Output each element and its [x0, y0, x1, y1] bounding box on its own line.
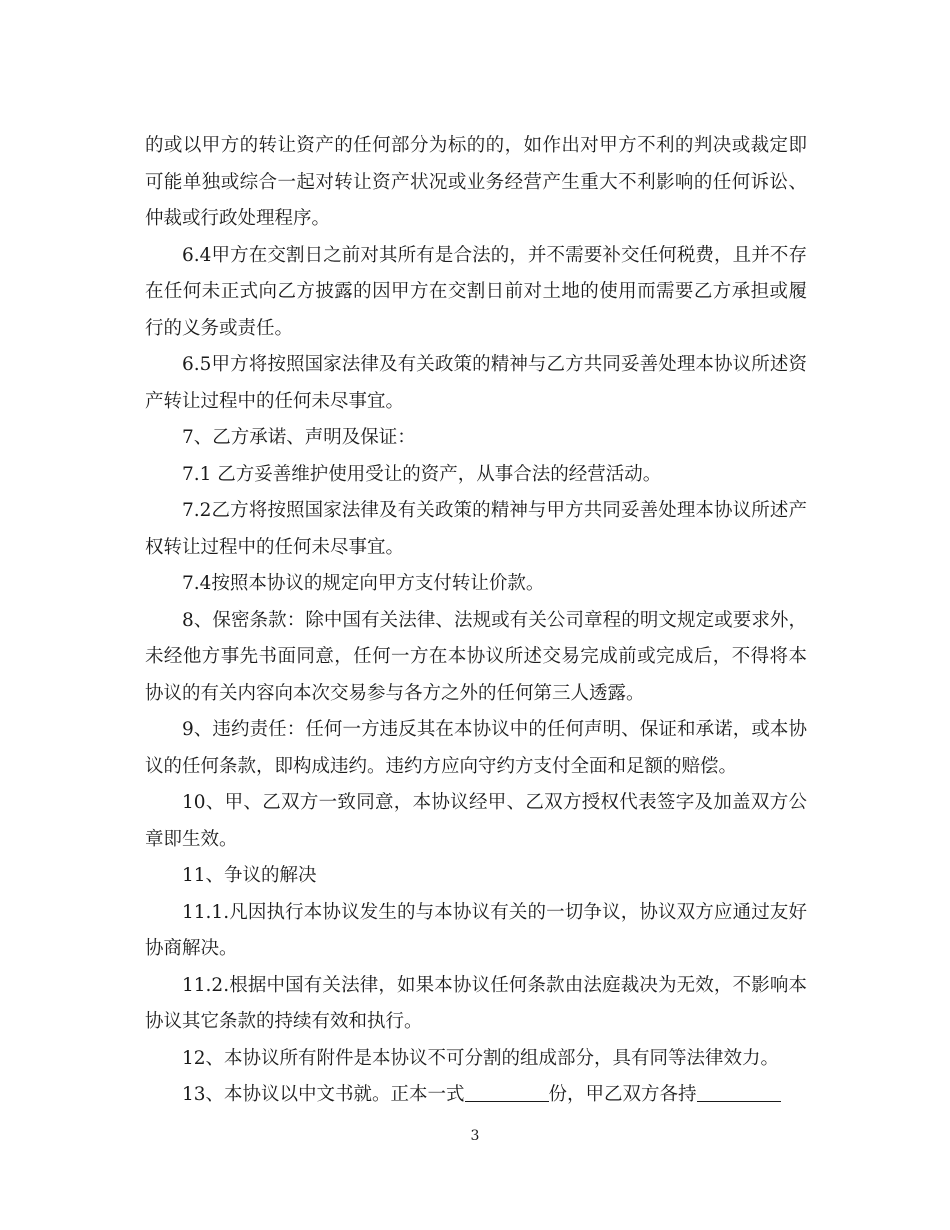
section-13-text-part1: 13、本协议以中文书就。正本一式: [182, 1084, 465, 1105]
paragraph-7-2: 7.2乙方将按照国家法律及有关政策的精神与甲方共同妥善处理本协议所述产权转让过程中的任何未尽事宜。: [145, 500, 807, 558]
page-number: 3: [470, 1128, 480, 1144]
paragraph-11-1: 11.1.凡因执行本协议发生的与本协议有关的一切争议，协议双方应通过友好协商解决。: [145, 901, 807, 959]
section-13-text-part2: 份，甲乙双方各持: [548, 1084, 697, 1105]
section-12-attachments: 12、本协议所有附件是本协议不可分割的组成部分，具有同等法律效力。: [182, 1047, 780, 1069]
paragraph-7-1: 7.1 乙方妥善维护使用受让的资产，从事合法的经营活动。: [182, 463, 662, 485]
paragraph-11-2: 11.2.根据中国有关法律，如果本协议任何条款由法庭裁决为无效，不影响本协议其它条款的持续有效和执行。: [145, 974, 807, 1032]
section-9-liability: 9、违约责任：任何一方违反其在本协议中的任何声明、保证和承诺，或本协议的任何条款，即构成违约。违约方应向守约方支付全面和足额的赔偿。: [145, 719, 807, 777]
section-11-heading: 11、争议的解决: [182, 865, 317, 886]
paragraph-6-4: 6.4甲方在交割日之前对其所有是合法的，并不需要补交任何税费，且并不存在任何未正式向乙方披露的因甲方在交割日前对土地的使用而需要乙方承担或履行的义务或责任。: [145, 244, 807, 339]
copies-blank: [465, 1083, 549, 1102]
each-party-blank: [697, 1083, 781, 1102]
section-7-heading: 7、乙方承诺、声明及保证：: [182, 427, 416, 448]
section-8-confidentiality: 8、保密条款：除中国有关法律、法规或有关公司章程的明文规定或要求外，未经他方事先书面同意，任何一方在本协议所述交易完成前或完成后，不得将本协议的有关内容向本次交易参与各方之外的任何第三人透露。: [145, 609, 807, 704]
paragraph-7-4: 7.4按照本协议的规定向甲方支付转让价款。: [182, 573, 545, 594]
document-body: [145, 128, 807, 1114]
section-10-effectiveness: 10、甲、乙双方一致同意，本协议经甲、乙双方授权代表签字及加盖双方公章即生效。: [145, 792, 807, 850]
section-13-copies: [145, 1077, 807, 1114]
paragraph-continuation: 的或以甲方的转让资产的任何部分为标的的，如作出对甲方不利的判决或裁定即可能单独或综合一起对转让资产状况或业务经营产生重大不利影响的任何诉讼、仲裁或行政处理程序。: [145, 135, 807, 229]
paragraph-6-5: 6.5甲方将按照国家法律及有关政策的精神与乙方共同妥善处理本协议所述资产转让过程中的任何未尽事宜。: [145, 354, 807, 412]
